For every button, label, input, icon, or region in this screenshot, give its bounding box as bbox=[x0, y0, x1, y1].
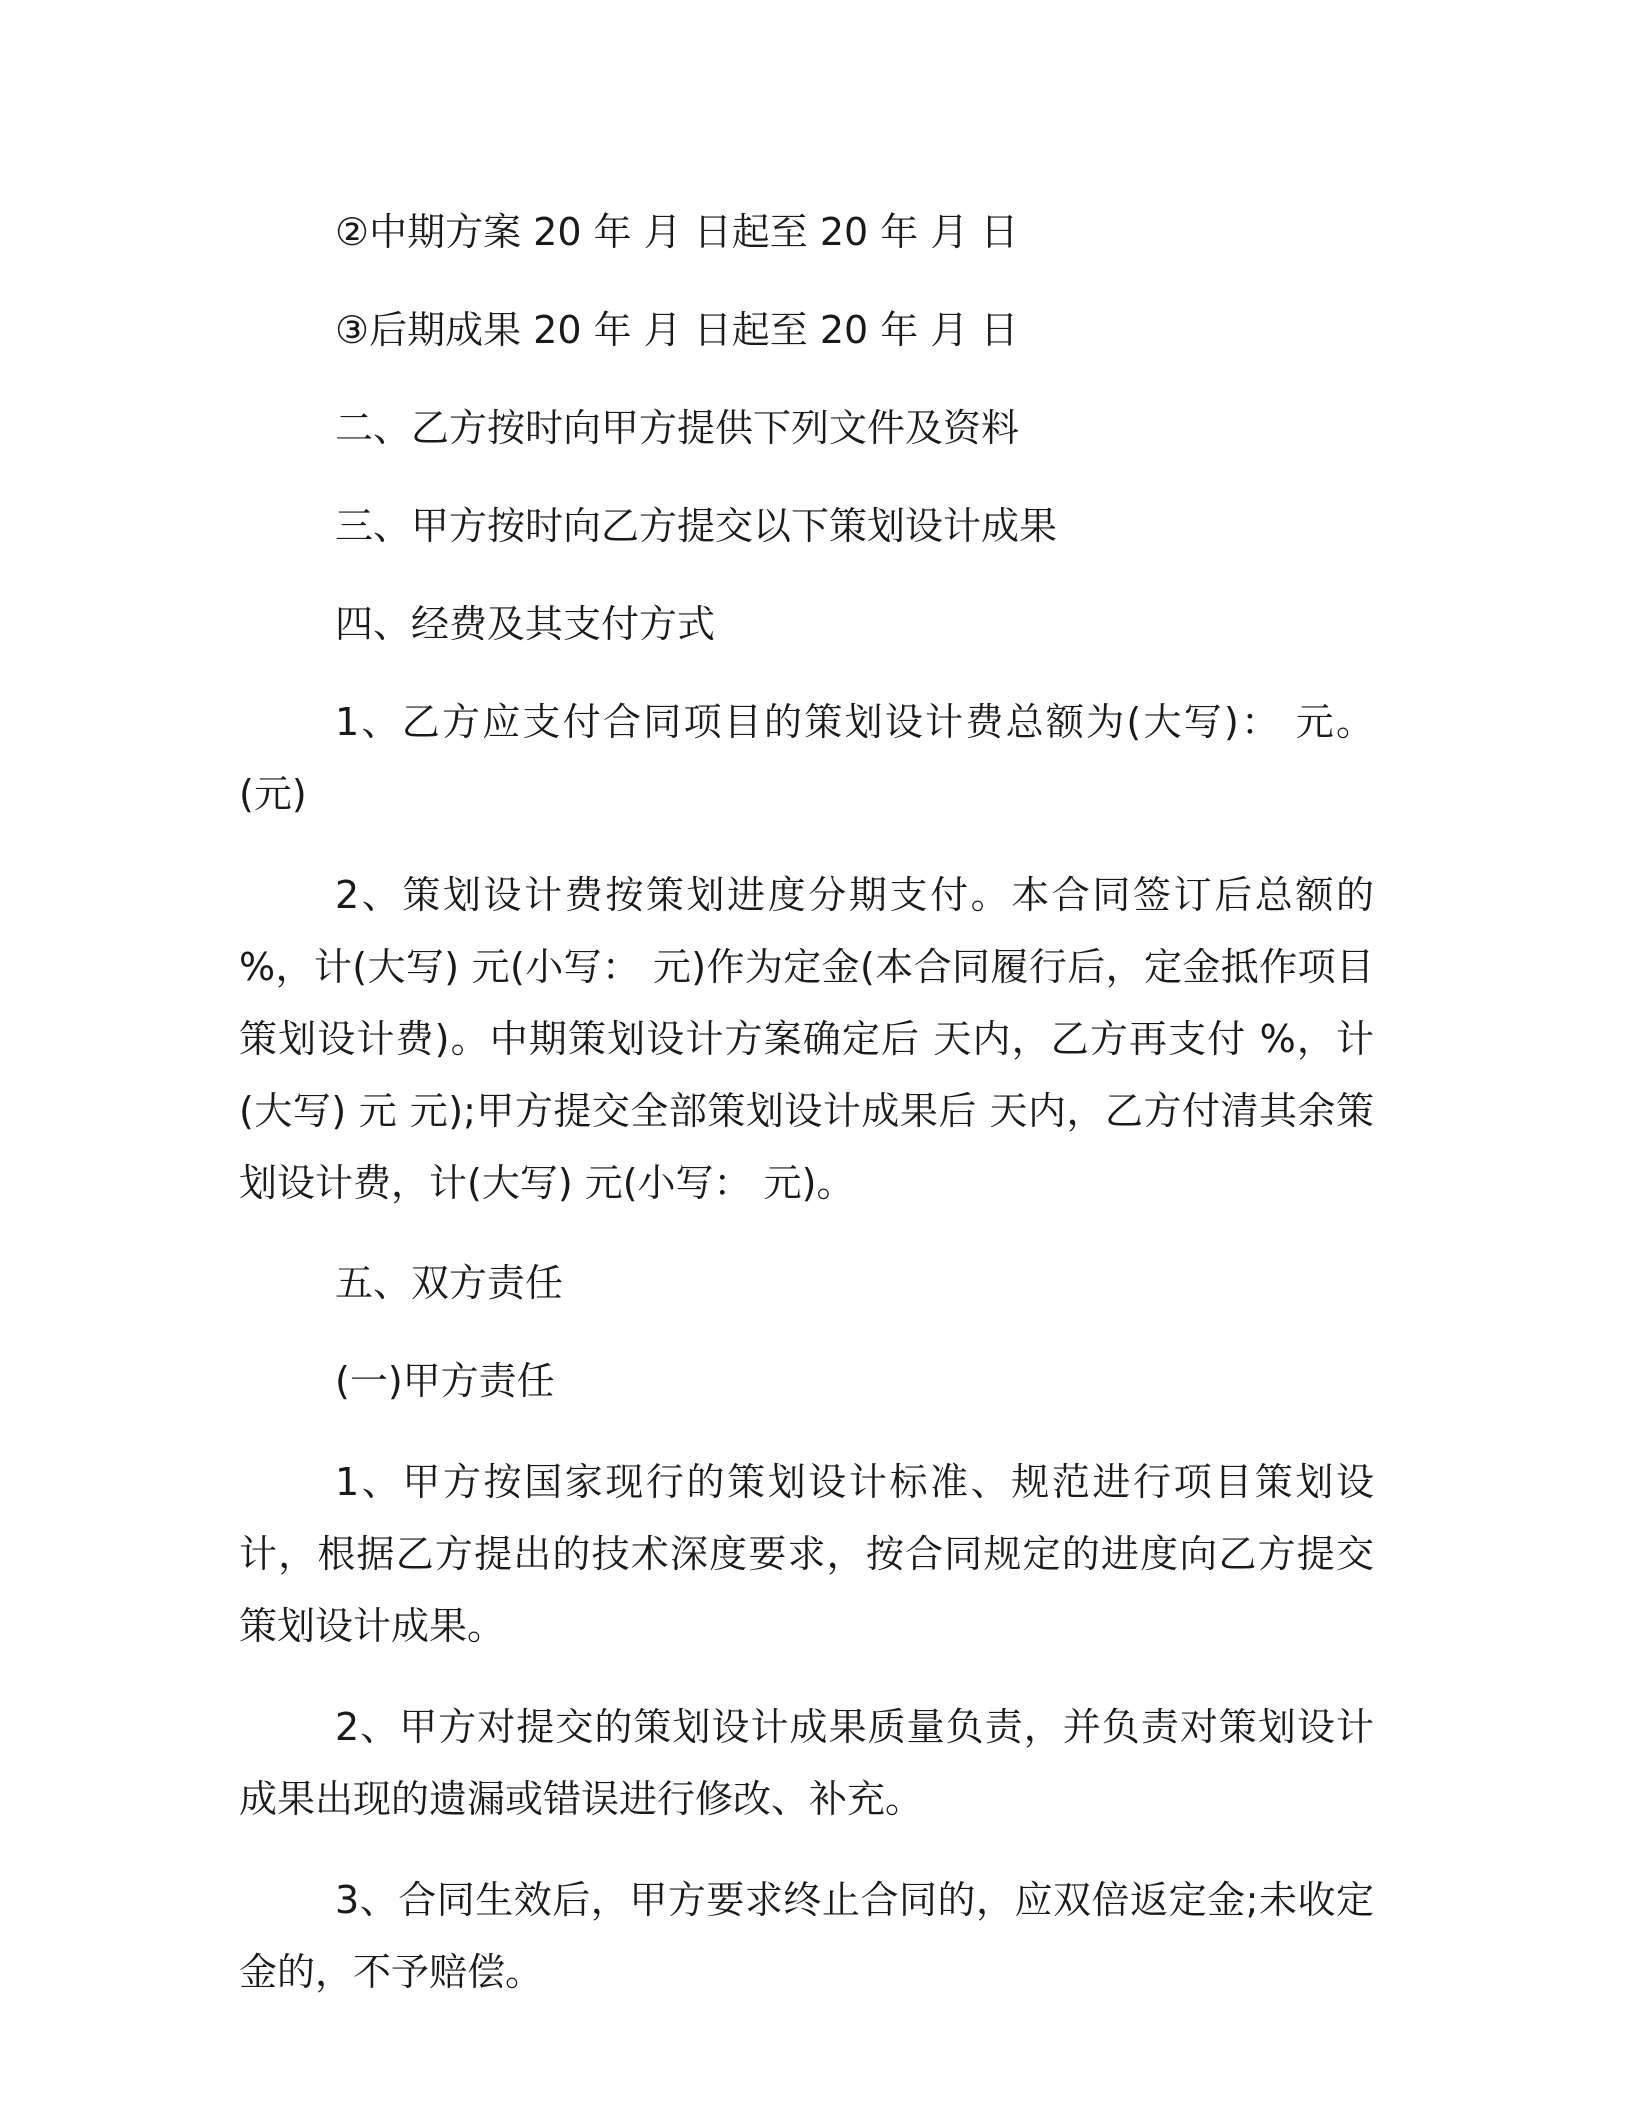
paragraph-total-fee: 1、乙方应支付合同项目的策划设计费总额为(大写)： 元。(元) bbox=[239, 700, 1374, 816]
paragraph-responsibility-1: 1、甲方按国家现行的策划设计标准、规范进行项目策划设计，根据乙方提出的技术深度要求，按合同规定的进度向乙方提交策划设计成果。 bbox=[239, 1460, 1374, 1648]
paragraph-responsibility-3: 3、合同生效后，甲方要求终止合同的，应双倍返定金;未收定金的，不予赔偿。 bbox=[239, 1878, 1374, 1994]
heading-section-4: 四、经费及其支付方式 bbox=[335, 602, 716, 646]
paragraph-final-results-period: ③后期成果 20 年 月 日起至 20 年 月 日 bbox=[335, 308, 1019, 352]
heading-party-a-responsibilities: (一)甲方责任 bbox=[335, 1359, 555, 1403]
document-body bbox=[239, 196, 1374, 2008]
paragraph-responsibility-2: 2、甲方对提交的策划设计成果质量负责，并负责对策划设计成果出现的遗漏或错误进行修改、补充。 bbox=[239, 1705, 1374, 1821]
heading-section-2: 二、乙方按时向甲方提供下列文件及资料 bbox=[335, 406, 1020, 450]
heading-section-5: 五、双方责任 bbox=[335, 1261, 564, 1305]
heading-section-3: 三、甲方按时向乙方提交以下策划设计成果 bbox=[335, 504, 1058, 548]
paragraph-interim-plan-period: ②中期方案 20 年 月 日起至 20 年 月 日 bbox=[335, 210, 1019, 254]
paragraph-installment-payment: 2、策划设计费按策划进度分期支付。本合同签订后总额的 %，计(大写) 元(小写： 元)作为定金(本合同履行后，定金抵作项目策划设计费)。中期策划设计方案确定后 天内，乙方再支付 %，计(大写) 元 元);甲方提交全部策划设计成果后 天内，乙方付清其余策划设计费，计(大写) 元(小写： 元)。 bbox=[239, 873, 1374, 1205]
